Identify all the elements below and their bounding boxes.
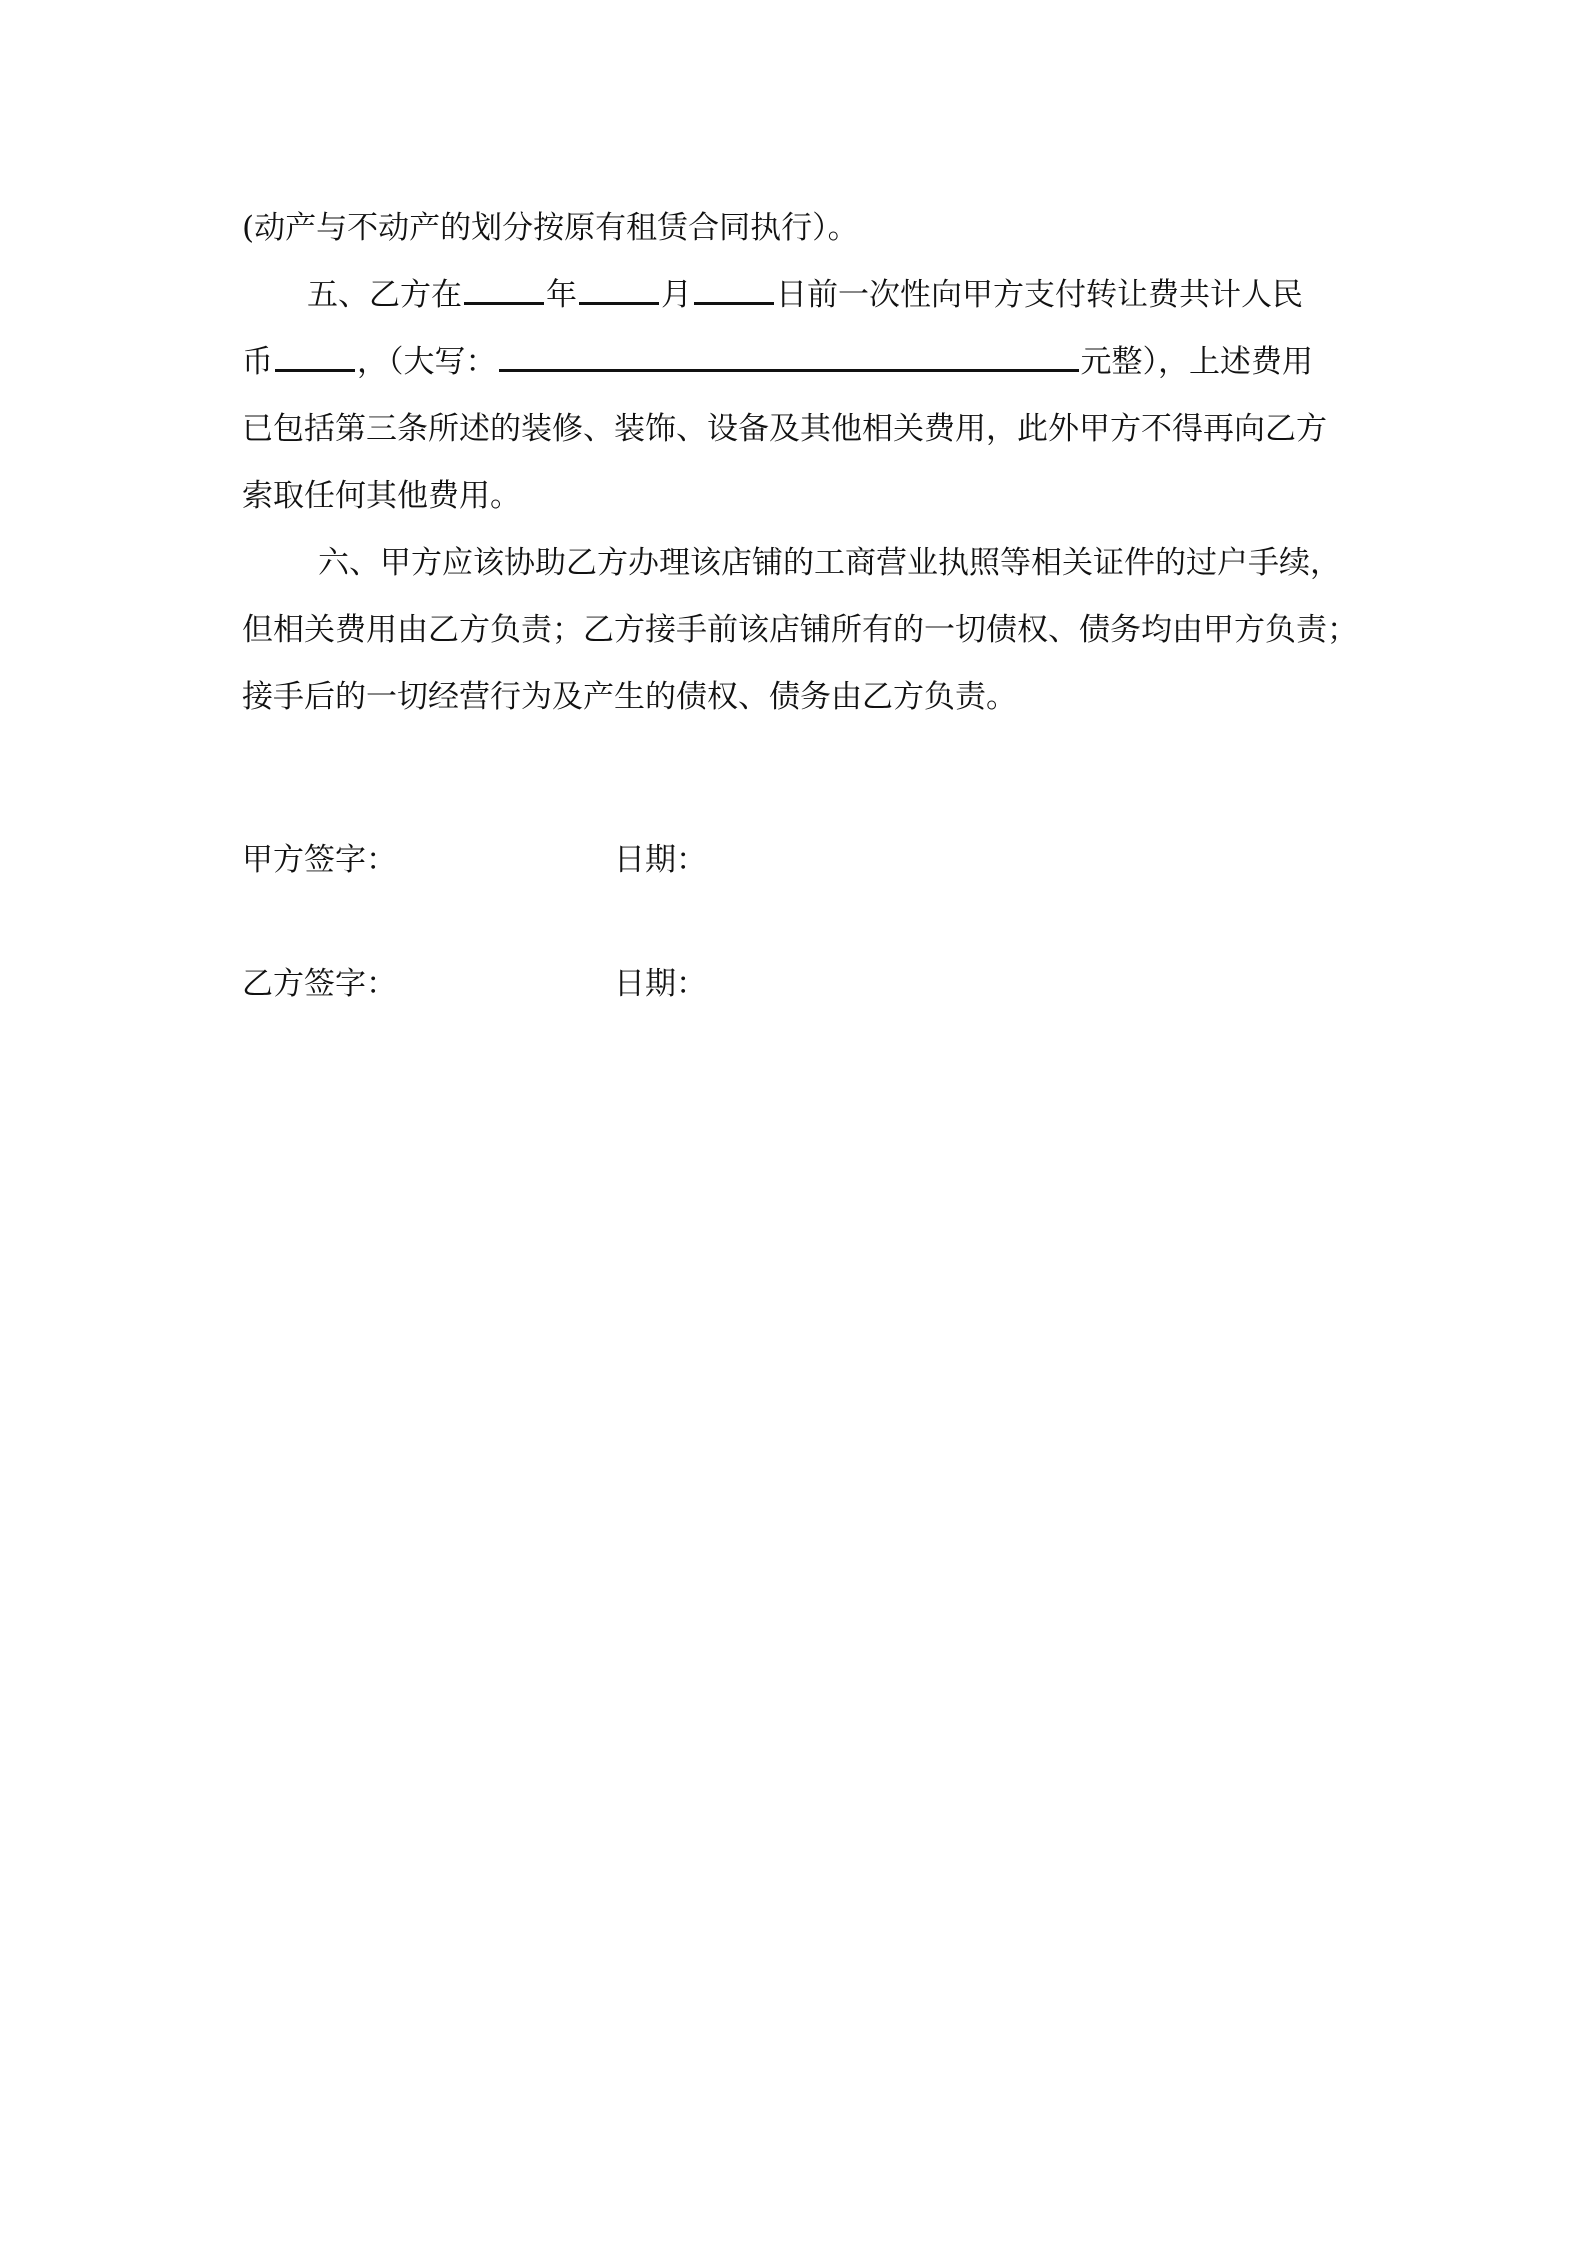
clause-5-line-4: 索取任何其他费用。 xyxy=(242,478,521,514)
month-blank xyxy=(579,276,659,305)
day-blank xyxy=(694,276,774,305)
clause-5-text xyxy=(307,262,1303,329)
clause-5-line-3: 已包括第三条所述的装修、装饰、设备及其他相关费用，此外甲方不得再向乙方 xyxy=(242,411,1327,447)
party-a-signature-label: 甲方签字： xyxy=(242,842,397,878)
clause-4-tail: (动产与不动产的划分按原有租赁合同执行）。 xyxy=(242,210,859,246)
clause-6-line-1: 六、甲方应该协助乙方办理该店铺的工商营业执照等相关证件的过户手续， xyxy=(318,545,1341,581)
contract-body xyxy=(242,195,1357,731)
month-label: 月 xyxy=(661,277,692,313)
party-b-signature-label: 乙方签字： xyxy=(242,966,397,1002)
year-blank xyxy=(464,276,544,305)
amount-row xyxy=(242,329,1313,396)
clause-6-line-2: 但相关费用由乙方负责；乙方接手前该店铺所有的一切债权、债务均由甲方负责； xyxy=(242,612,1358,648)
clause-5-line-2 xyxy=(242,329,1357,396)
party-a-date-label: 日期： xyxy=(614,842,707,878)
clause-5-line-1 xyxy=(242,262,1357,329)
party-b-date-label: 日期： xyxy=(614,966,707,1002)
uppercase-amount-blank xyxy=(499,343,1079,372)
clause-6-line-3: 接手后的一切经营行为及产生的债权、债务由乙方负责。 xyxy=(242,679,1017,715)
currency-label: 币 xyxy=(242,344,273,380)
amount-blank xyxy=(275,343,355,372)
clause-5-prefix: 五、乙方在 xyxy=(307,277,462,313)
year-label: 年 xyxy=(546,277,577,313)
day-label-and-text: 日前一次性向甲方支付转让费共计人民 xyxy=(776,277,1303,313)
uppercase-label: ，（大写： xyxy=(357,344,497,380)
amount-suffix: 元整），上述费用 xyxy=(1080,344,1313,380)
